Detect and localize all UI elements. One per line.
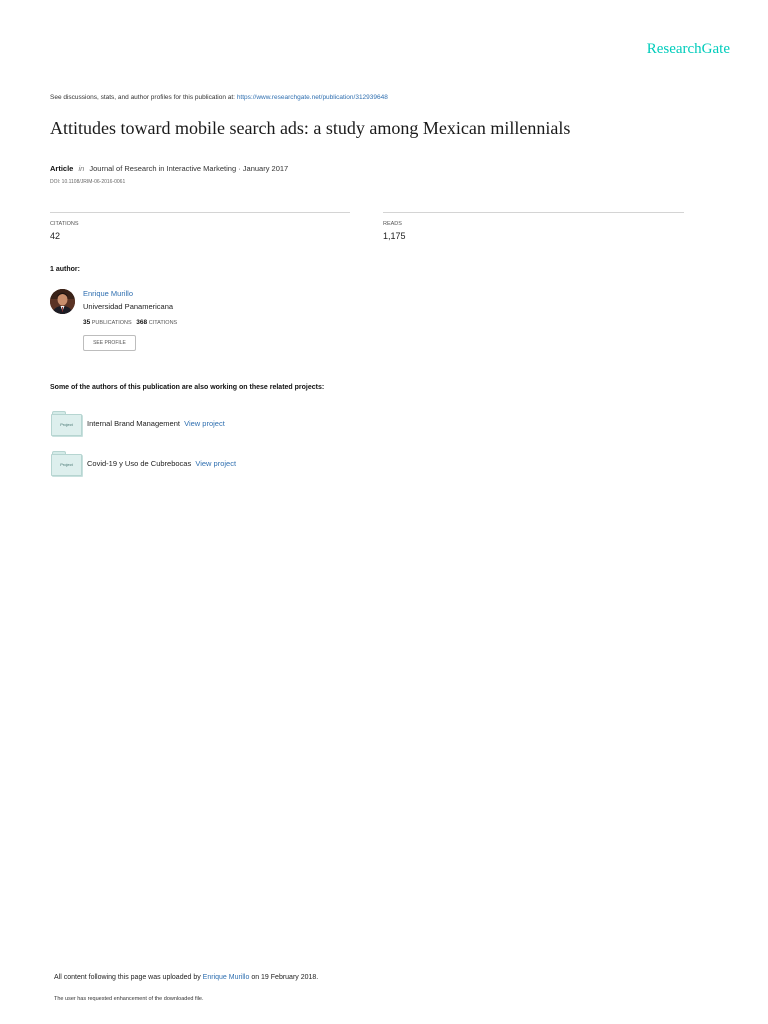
publication-meta [50,164,288,173]
see-profile-button[interactable]: SEE PROFILE [83,335,136,351]
citations-divider [50,212,350,213]
project-text [87,419,225,428]
author-avatar[interactable] [50,289,75,314]
author-stats [83,319,177,326]
project-text [87,459,236,468]
author-publications-count: 35 [83,319,91,326]
author-citations-count: 368 [136,319,148,326]
citations-label: CITATIONS [50,221,79,227]
project-folder-label: Project [51,454,82,476]
authors-heading: 1 author: [50,266,80,273]
project-name: Internal Brand Management [87,419,180,428]
enhancement-note: The user has requested enhancement of the downloaded file. [54,996,204,1002]
publication-title: Attitudes toward mobile search ads: a study among Mexican millennials [50,118,571,138]
uploaded-prefix: All content following this page was uploaded by [54,974,201,981]
author-publications-label: PUBLICATIONS [91,320,132,326]
publication-url-link[interactable]: https://www.researchgate.net/publication/312939648 [236,94,388,101]
uploaded-line [54,974,318,981]
author-citations-label: CITATIONS [148,320,178,326]
uploader-link[interactable]: Enrique Murillo [202,974,250,981]
project-folder-icon[interactable] [50,450,82,476]
author-institution: Universidad Panamericana [83,302,174,311]
in-label: in [78,164,85,173]
reads-value: 1,175 [383,231,406,241]
reads-divider [383,212,684,213]
view-project-link[interactable]: View project [184,419,225,428]
uploaded-suffix: on 19 February 2018. [251,974,319,981]
discussion-line [50,94,388,101]
doi: DOI: 10.1108/JRIM-06-2016-0061 [50,179,126,185]
discussion-prefix: See discussions, stats, and author profiles for this publication at: [50,94,235,101]
project-folder-label: Project [51,414,82,436]
view-project-link[interactable]: View project [195,459,237,468]
citations-value: 42 [50,231,61,241]
related-projects-heading: Some of the authors of this publication are also working on these related projects: [50,384,325,391]
journal-date: Journal of Research in Interactive Marketing · January 2017 [89,164,289,173]
reads-label: READS [383,221,402,227]
publication-type: Article [50,164,74,173]
author-name-link[interactable]: Enrique Murillo [83,289,134,298]
project-name: Covid-19 y Uso de Cubrebocas [87,459,192,468]
researchgate-logo[interactable]: ResearchGate [646,41,730,57]
project-folder-icon[interactable] [50,410,82,436]
